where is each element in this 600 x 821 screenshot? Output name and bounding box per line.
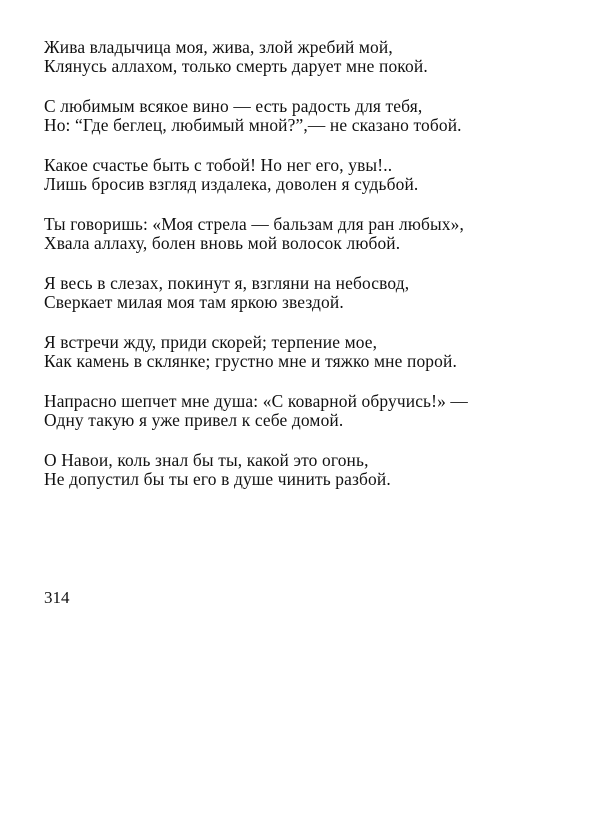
poem-line: Ты говоришь: «Моя стрела — бальзам для ран любых»,	[44, 214, 464, 234]
poem-line: Не допустил бы ты его в душе чинить разбой.	[44, 469, 391, 489]
stanza-2	[44, 97, 564, 135]
stanza-3	[44, 156, 564, 194]
poem-line: Как камень в склянке; грустно мне и тяжко мне порой.	[44, 351, 457, 371]
stanza-7	[44, 392, 564, 430]
poem-line: Хвала аллаху, болен вновь мой волосок любой.	[44, 233, 401, 253]
poem-line: Я встречи жду, приди скорей; терпение мое,	[44, 332, 378, 352]
poem-line: Сверкает милая моя там яркою звездой.	[44, 292, 344, 312]
poem-line: Жива владычица моя, жива, злой жребий мой,	[44, 37, 393, 57]
stanza-4	[44, 215, 564, 253]
stanza-5	[44, 274, 564, 312]
poem-line: Напрасно шепчет мне душа: «С коварной обручись!» —	[44, 391, 468, 411]
stanza-1	[44, 38, 564, 76]
stanza-6	[44, 333, 564, 371]
poem-line: С любимым всякое вино — есть радость для тебя,	[44, 96, 423, 116]
poem	[44, 38, 564, 510]
poem-line: Одну такую я уже привел к себе домой.	[44, 410, 344, 430]
stanza-8	[44, 451, 564, 489]
poem-line: Я весь в слезах, покинут я, взгляни на небосвод,	[44, 273, 410, 293]
poem-line: Клянусь аллахом, только смерть дарует мне покой.	[44, 56, 428, 76]
poem-line: Лишь бросив взгляд издалека, доволен я судьбой.	[44, 174, 419, 194]
poem-line: Какое счастье быть с тобой! Но нег его, увы!..	[44, 155, 393, 175]
poem-line: Но: “Где беглец, любимый мной?”,— не сказано тобой.	[44, 115, 462, 135]
poem-line: О Навои, коль знал бы ты, какой это огонь,	[44, 450, 369, 470]
page-number: 314	[44, 588, 70, 607]
